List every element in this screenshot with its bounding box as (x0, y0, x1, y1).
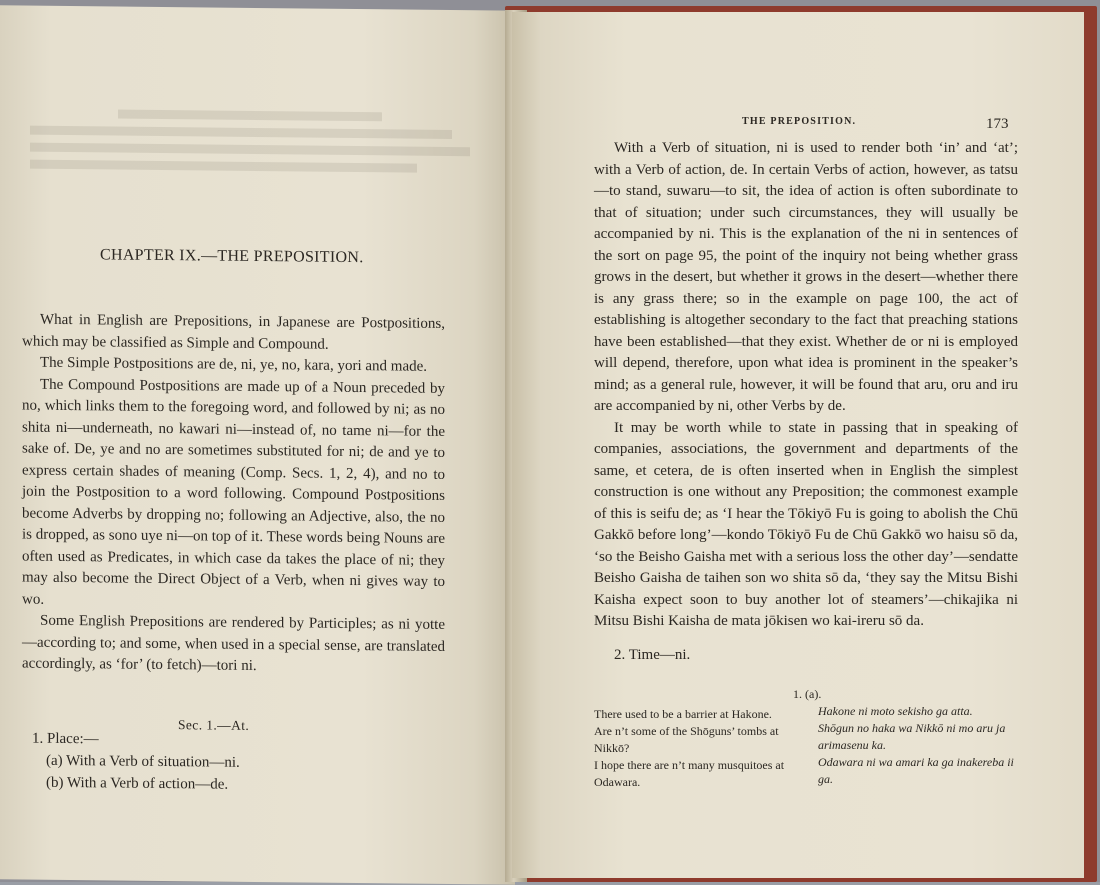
section-heading: Sec. 1.—At. (178, 717, 250, 733)
place-list (32, 728, 412, 798)
example-japanese: Shōgun no haka wa Nikkō ni mo aru ja arimasenu ka. (818, 721, 1006, 752)
paragraph-simple: The Simple Postpositions are de, ni, ye, no, kara, yori and made. (40, 354, 428, 375)
right-body (594, 138, 1018, 666)
left-body (22, 310, 445, 680)
left-page (0, 5, 515, 884)
examples-english (594, 706, 812, 791)
list-item: (a) With a Verb of situation—ni. (46, 752, 240, 771)
chapter-title: CHAPTER IX.—THE PREPOSITION. (100, 246, 364, 267)
paragraph-companies: It may be worth while to state in passing that in speaking of companies, associations, the government and departments of the same, et cetera, de is often inserted when in English the simplest construction is one without any Preposition; the commonest example of this is seifu de; as ‘I hear the Tōkiyō Fu is going to abolish the Chū Gakkō before long’—kondo Tōkiyō Fu de Chū Gakkō wo haisu sō da, ‘so the Beisho Gaisha met with a serious loss the other day’—sendatte Beisho Gaisha de taihen son wo shita sō da, ‘they say the Mitsu Bishi Kaisha expect soon to buy another lot of steamers’—chikajika ni Mitsu Bishi Kaisha de mata jōkisen wo kai-ireru sō da. (594, 419, 1018, 629)
example-japanese: Odawara ni wa amari ka ga inakereba ii ga. (818, 755, 1014, 786)
example-english: Are n’t some of the Shōguns’ tombs at Nikkō? (594, 724, 779, 755)
example-japanese: Hakone ni moto sekisho ga atta. (818, 704, 973, 718)
paragraph-intro: What in English are Prepositions, in Japanese are Postpositions, which may be classified as Simple and Compound. (22, 311, 445, 353)
page-number: 173 (986, 116, 1009, 132)
list-item: (b) With a Verb of action—de. (46, 774, 229, 793)
examples-japanese (818, 703, 1026, 788)
show-through-text (30, 101, 470, 226)
paragraph-compound: The Compound Postpositions are made up of a Noun preceded by no, which links them to the foregoing word, and followed by ni; as no shita ni—underneath, no kawari ni—instead of, no tame ni—for the sake of. De, ye and no are sometimes substituted for ni; de and ye to express certain shades of meaning (Comp. Secs. 1, 2, 4), and no to join the Postposition to a word following. Compound Postpositions become Adverbs by dropping no; following an Adjective, also, the no is dropped, as sono uye ni—on top of it. These words being Nouns are often used as Predicates, in which case da takes the place of ni; they may also become the Direct Object of a Verb, when ni gives way to wo. (22, 376, 445, 608)
subheading-time: 2. Time—ni. (614, 646, 691, 663)
paragraph-situation: With a Verb of situation, ni is used to render both ‘in’ and ‘at’; with a Verb of action, de. In certain Verbs of action, however, as tatsu—to stand, suwaru—to sit, the idea of action is often subordinate to that of situation; under such circumstances, they will usually be accompanied by ni. This is the explanation of the ni in sentences of the sort on page 95, the point of the inquiry not being whether grass grows in the desert, but whether it grows in the desert—whether there is any grass there; so in the example on page 100, the act of establishing is altogether secondary to the fact that preaching stations have been established—that they exist. Whether de or ni is employed will depend, therefore, upon what idea is prominent in the speaker’s mind; as a general rule, however, it will be found that aru, oru and iru are accompanied by ni, other Verbs by de. (594, 140, 1018, 414)
running-head: THE PREPOSITION. (742, 116, 857, 127)
list-title: 1. Place:— (32, 730, 99, 748)
example-english: I hope there are n’t many musquitoes at Odawara. (594, 758, 785, 789)
paragraph-participles: Some English Prepositions are rendered by Participles; as ni yotte—according to; and some, when used in a special sense, are translated accordingly, as ‘for’ (to fetch)—tori ni. (22, 612, 445, 674)
example-english: There used to be a barrier at Hakone. (594, 707, 772, 721)
example-number: 1. (a). (793, 687, 822, 701)
